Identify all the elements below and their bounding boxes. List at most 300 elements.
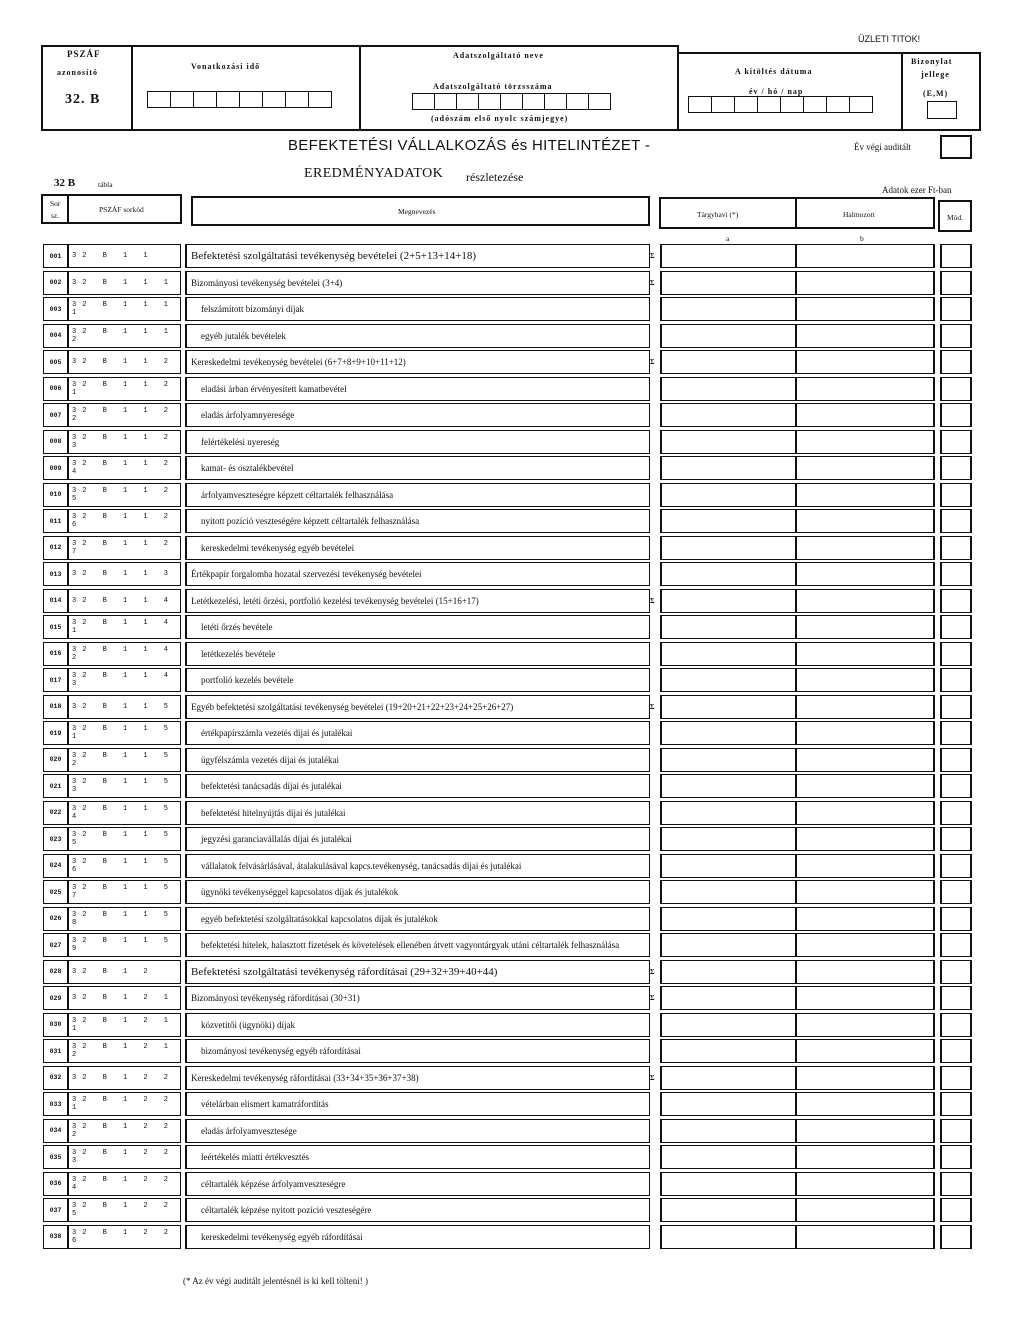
value-current-month-cell[interactable] <box>660 430 796 454</box>
row-number: 002 <box>43 271 67 295</box>
modification-cell[interactable] <box>940 271 972 295</box>
date-cell[interactable] <box>688 96 712 113</box>
table-row <box>0 907 1020 933</box>
value-cumulative-cell[interactable] <box>796 536 935 560</box>
table-row <box>0 615 1020 641</box>
sum-marker <box>650 297 660 321</box>
row-number: 012 <box>43 536 67 560</box>
value-cumulative-cell[interactable] <box>796 695 935 719</box>
value-cumulative-cell[interactable] <box>796 562 935 586</box>
row-name: egyéb befektetési szolgáltatásokkal kapcsolatos díjak és jutalékok <box>185 907 650 931</box>
sum-marker: Σ <box>650 1073 655 1082</box>
row-name: Kereskedelmi tevékenység bevételei (6+7+8+9+10+11+12) <box>185 350 650 374</box>
table-row <box>0 1198 1020 1224</box>
row-number: 033 <box>43 1092 67 1116</box>
row-code: 32 B 1 1 2 6 <box>67 509 181 533</box>
row-code: 32 B 1 1 3 <box>67 562 181 586</box>
pszaf-label: PSZÁF <box>67 49 101 59</box>
modification-cell[interactable] <box>940 377 972 401</box>
value-current-month-cell[interactable] <box>660 642 796 666</box>
value-current-month-cell[interactable] <box>660 377 796 401</box>
fill-date-label: A kitöltés dátuma <box>735 67 813 76</box>
row-number: 027 <box>43 933 67 957</box>
row-code: 32 B 1 2 <box>67 960 181 984</box>
row-number: 020 <box>43 748 67 772</box>
col-header-a <box>659 197 797 229</box>
table-row <box>0 403 1020 429</box>
modification-cell[interactable] <box>940 907 972 931</box>
row-code: 32 B 1 1 5 8 <box>67 907 181 931</box>
modification-cell[interactable] <box>940 1145 972 1169</box>
value-current-month-cell[interactable] <box>660 1172 796 1196</box>
sum-marker <box>650 430 660 454</box>
row-name: eladás árfolyamvesztesége <box>185 1119 650 1143</box>
sum-marker <box>650 880 660 904</box>
value-current-month-cell[interactable] <box>660 1198 796 1222</box>
row-number: 009 <box>43 456 67 480</box>
modification-cell[interactable] <box>940 695 972 719</box>
row-code: 32 B 1 1 5 3 <box>67 774 181 798</box>
sum-marker <box>650 1145 660 1169</box>
value-current-month-cell[interactable] <box>660 271 796 295</box>
table-row <box>0 695 1020 721</box>
table-row <box>0 933 1020 959</box>
value-current-month-cell[interactable] <box>660 536 796 560</box>
modification-cell[interactable] <box>940 721 972 745</box>
doc-type-label2: jellege <box>921 70 950 79</box>
table-row <box>0 324 1020 350</box>
modification-cell[interactable] <box>940 483 972 507</box>
subtitle-results: EREDMÉNYADATOK <box>304 166 444 181</box>
value-current-month-cell[interactable] <box>660 244 796 268</box>
row-code: 32 B 1 2 2 3 <box>67 1145 181 1169</box>
row-name: árfolyamveszteségre képzett céltartalék felhasználása <box>185 483 650 507</box>
sum-marker: Σ <box>650 702 655 711</box>
period-cell[interactable] <box>239 91 263 108</box>
doc-type-input[interactable] <box>927 101 957 119</box>
provider-reg-note: (adószám első nyolc számjegye) <box>431 114 569 123</box>
modification-cell[interactable] <box>940 350 972 374</box>
modification-cell[interactable] <box>940 986 972 1010</box>
sum-marker <box>650 721 660 745</box>
row-number: 029 <box>43 986 67 1010</box>
modification-cell[interactable] <box>940 1119 972 1143</box>
value-current-month-cell[interactable] <box>660 297 796 321</box>
modification-cell[interactable] <box>940 1092 972 1116</box>
row-number: 014 <box>43 589 67 613</box>
row-code: 32 B 1 1 2 7 <box>67 536 181 560</box>
value-current-month-cell[interactable] <box>660 1013 796 1037</box>
col-header-sor <box>41 194 69 224</box>
fill-date-format: év / hó / nap <box>749 87 804 96</box>
row-code: 32 B 1 2 2 4 <box>67 1172 181 1196</box>
value-current-month-cell[interactable] <box>660 350 796 374</box>
fill-date-cells[interactable] <box>688 96 872 113</box>
sum-marker <box>650 748 660 772</box>
table-row <box>0 642 1020 668</box>
row-number: 008 <box>43 430 67 454</box>
sum-marker <box>650 1013 660 1037</box>
modification-cell[interactable] <box>940 933 972 957</box>
row-number: 007 <box>43 403 67 427</box>
row-name: kereskedelmi tevékenység egyéb bevételei <box>185 536 650 560</box>
value-cumulative-cell[interactable] <box>796 721 935 745</box>
value-cumulative-cell[interactable] <box>796 1092 935 1116</box>
table-row <box>0 1119 1020 1145</box>
row-code: 32 B 1 1 5 1 <box>67 721 181 745</box>
col-a-label: Tárgyhavi (*) <box>697 210 739 219</box>
modification-cell[interactable] <box>940 589 972 613</box>
col-a-letter: a <box>726 234 730 243</box>
value-cumulative-cell[interactable] <box>796 642 935 666</box>
row-code: 32 B 1 1 2 4 <box>67 456 181 480</box>
value-cumulative-cell[interactable] <box>796 933 935 957</box>
value-current-month-cell[interactable] <box>660 827 796 851</box>
value-cumulative-cell[interactable] <box>796 1198 935 1222</box>
value-cumulative-cell[interactable] <box>796 1013 935 1037</box>
row-code: 32 B 1 1 4 2 <box>67 642 181 666</box>
modification-cell[interactable] <box>940 960 972 984</box>
row-number: 011 <box>43 509 67 533</box>
value-cumulative-cell[interactable] <box>796 615 935 639</box>
row-name: vállalatok felvásárlásával, átalakulásával kapcs.tevékenység, tanácsadás díjai és jutalékai <box>185 854 650 878</box>
modification-cell[interactable] <box>940 1039 972 1063</box>
pszaf-id-label: azonosító <box>57 68 98 77</box>
row-number: 018 <box>43 695 67 719</box>
sum-marker <box>650 509 660 533</box>
table-row <box>0 827 1020 853</box>
table-row <box>0 244 1020 270</box>
reference-period-cells[interactable] <box>147 91 331 108</box>
period-cell[interactable] <box>193 91 217 108</box>
row-name: befektetési hitelek, halasztott fizetések és követelések ellenében átvett vagyontárgyak utáni céltartalék felhasználása <box>185 933 650 957</box>
doc-type-box <box>901 52 981 131</box>
value-cumulative-cell[interactable] <box>796 907 935 931</box>
reg-cell[interactable] <box>566 93 589 110</box>
row-code: 32 B 1 1 1 <box>67 271 181 295</box>
row-code: 32 B 1 2 2 5 <box>67 1198 181 1222</box>
row-name: egyéb jutalék bevételek <box>185 324 650 348</box>
value-cumulative-cell[interactable] <box>796 324 935 348</box>
modification-cell[interactable] <box>940 536 972 560</box>
sum-marker: Σ <box>650 252 655 260</box>
value-cumulative-cell[interactable] <box>796 483 935 507</box>
row-code: 32 B 1 2 1 2 <box>67 1039 181 1063</box>
row-name: Befektetési szolgáltatási tevékenység bevételei (2+5+13+14+18) <box>185 244 650 268</box>
row-number: 001 <box>43 244 67 268</box>
row-code: 32 B 1 2 2 6 <box>67 1225 181 1249</box>
audit-checkbox[interactable] <box>940 135 972 159</box>
table-id: 32 B <box>54 177 76 189</box>
modification-cell[interactable] <box>940 1172 972 1196</box>
date-cell[interactable] <box>826 96 850 113</box>
modification-cell[interactable] <box>940 1066 972 1090</box>
value-cumulative-cell[interactable] <box>796 986 935 1010</box>
row-name: Egyéb befektetési szolgáltatási tevékenység bevételei (19+20+21+22+23+24+25+26+27) <box>185 695 650 719</box>
row-code: 32 B 1 1 5 7 <box>67 880 181 904</box>
modification-cell[interactable] <box>940 774 972 798</box>
reg-cell[interactable] <box>522 93 545 110</box>
row-number: 019 <box>43 721 67 745</box>
row-name: Bizományosi tevékenység ráfordításai (30+31) <box>185 986 650 1010</box>
sum-marker <box>650 1172 660 1196</box>
row-code: 32 B 1 1 2 3 <box>67 430 181 454</box>
value-current-month-cell[interactable] <box>660 403 796 427</box>
sum-marker <box>650 933 660 957</box>
reg-cell[interactable] <box>434 93 457 110</box>
row-number: 038 <box>43 1225 67 1249</box>
table-row <box>0 589 1020 615</box>
sum-marker <box>650 1039 660 1063</box>
row-number: 016 <box>43 642 67 666</box>
sum-marker: Σ <box>650 994 655 1002</box>
row-name: Értékpapír forgalomba hozatal szervezési tevékenység bevételei <box>185 562 650 586</box>
modification-cell[interactable] <box>940 1225 972 1249</box>
table-row <box>0 1225 1020 1251</box>
row-code: 32 B 1 1 5 2 <box>67 748 181 772</box>
value-cumulative-cell[interactable] <box>796 297 935 321</box>
col-name-label: Megnevezés <box>398 207 436 216</box>
reg-cell[interactable] <box>500 93 523 110</box>
value-current-month-cell[interactable] <box>660 324 796 348</box>
value-current-month-cell[interactable] <box>660 456 796 480</box>
modification-cell[interactable] <box>940 456 972 480</box>
modification-cell[interactable] <box>940 854 972 878</box>
row-name: eladás árfolyamnyeresége <box>185 403 650 427</box>
table-row <box>0 986 1020 1012</box>
row-name: befektetési hitelnyújtás díjai és jutalékai <box>185 801 650 825</box>
table-row <box>0 483 1020 509</box>
row-number: 006 <box>43 377 67 401</box>
sum-marker <box>650 854 660 878</box>
period-cell[interactable] <box>308 91 332 108</box>
value-current-month-cell[interactable] <box>660 880 796 904</box>
sum-marker <box>650 403 660 427</box>
row-name: jegyzési garanciavállalás díjai és jutalékai <box>185 827 650 851</box>
reference-period-label: Vonatkozási idő <box>191 62 261 71</box>
row-number: 022 <box>43 801 67 825</box>
date-cell[interactable] <box>711 96 735 113</box>
value-cumulative-cell[interactable] <box>796 589 935 613</box>
row-code: 32 B 1 2 2 <box>67 1066 181 1090</box>
modification-cell[interactable] <box>940 1013 972 1037</box>
value-current-month-cell[interactable] <box>660 907 796 931</box>
row-name: kereskedelmi tevékenység egyéb ráfordításai <box>185 1225 650 1249</box>
value-current-month-cell[interactable] <box>660 748 796 772</box>
row-number: 037 <box>43 1198 67 1222</box>
modification-cell[interactable] <box>940 324 972 348</box>
row-number: 024 <box>43 854 67 878</box>
value-cumulative-cell[interactable] <box>796 1145 935 1169</box>
row-number: 017 <box>43 668 67 692</box>
reg-cell[interactable] <box>456 93 479 110</box>
sum-marker <box>650 615 660 639</box>
value-current-month-cell[interactable] <box>660 1039 796 1063</box>
provider-reg-label: Adatszolgáltató törzsszáma <box>433 82 553 91</box>
row-code: 32 B 1 1 2 5 <box>67 483 181 507</box>
table-row <box>0 271 1020 297</box>
value-cumulative-cell[interactable] <box>796 801 935 825</box>
row-name: portfolió kezelés bevétele <box>185 668 650 692</box>
value-current-month-cell[interactable] <box>660 509 796 533</box>
row-number: 013 <box>43 562 67 586</box>
reg-cell[interactable] <box>544 93 567 110</box>
modification-cell[interactable] <box>940 403 972 427</box>
row-name: Letétkezelési, letéti őrzési, portfolió kezelési tevékenység bevételei (15+16+17) <box>185 589 650 613</box>
date-cell[interactable] <box>734 96 758 113</box>
value-current-month-cell[interactable] <box>660 801 796 825</box>
value-cumulative-cell[interactable] <box>796 1172 935 1196</box>
value-cumulative-cell[interactable] <box>796 244 935 268</box>
value-current-month-cell[interactable] <box>660 562 796 586</box>
value-cumulative-cell[interactable] <box>796 350 935 374</box>
modification-cell[interactable] <box>940 509 972 533</box>
value-cumulative-cell[interactable] <box>796 377 935 401</box>
row-number: 030 <box>43 1013 67 1037</box>
value-current-month-cell[interactable] <box>660 695 796 719</box>
table-word: tábla <box>98 180 113 189</box>
row-number: 031 <box>43 1039 67 1063</box>
modification-cell[interactable] <box>940 801 972 825</box>
row-number: 034 <box>43 1119 67 1143</box>
table-row <box>0 960 1020 986</box>
row-name: Bizományosi tevékenység bevételei (3+4) <box>185 271 650 295</box>
modification-cell[interactable] <box>940 1198 972 1222</box>
modification-cell[interactable] <box>940 297 972 321</box>
value-cumulative-cell[interactable] <box>796 854 935 878</box>
date-cell[interactable] <box>757 96 781 113</box>
value-current-month-cell[interactable] <box>660 1225 796 1249</box>
period-cell[interactable] <box>262 91 286 108</box>
sum-marker: Σ <box>650 358 655 366</box>
row-name: nyitott pozíció veszteségére képzett céltartalék felhasználása <box>185 509 650 533</box>
value-current-month-cell[interactable] <box>660 774 796 798</box>
modification-cell[interactable] <box>940 562 972 586</box>
value-current-month-cell[interactable] <box>660 960 796 984</box>
value-cumulative-cell[interactable] <box>796 774 935 798</box>
date-cell[interactable] <box>803 96 827 113</box>
row-code: 32 B 1 1 5 6 <box>67 854 181 878</box>
value-current-month-cell[interactable] <box>660 1119 796 1143</box>
modification-cell[interactable] <box>940 668 972 692</box>
period-cell[interactable] <box>216 91 240 108</box>
fill-date-box <box>677 52 903 131</box>
reg-cell[interactable] <box>478 93 501 110</box>
period-cell[interactable] <box>147 91 171 108</box>
modification-cell[interactable] <box>940 827 972 851</box>
value-cumulative-cell[interactable] <box>796 430 935 454</box>
col-header-mod <box>938 200 972 232</box>
value-cumulative-cell[interactable] <box>796 880 935 904</box>
row-code: 32 B 1 1 4 <box>67 589 181 613</box>
modification-cell[interactable] <box>940 748 972 772</box>
row-name: befektetési tanácsadás díjai és jutalékai <box>185 774 650 798</box>
value-cumulative-cell[interactable] <box>796 827 935 851</box>
reg-cell[interactable] <box>588 93 611 110</box>
col-code-label: PSZÁF sorkód <box>99 205 144 214</box>
row-number: 025 <box>43 880 67 904</box>
modification-cell[interactable] <box>940 642 972 666</box>
provider-box <box>359 45 679 131</box>
sum-marker <box>650 801 660 825</box>
row-code: 32 B 1 1 2 1 <box>67 377 181 401</box>
sum-marker <box>650 774 660 798</box>
value-cumulative-cell[interactable] <box>796 1119 935 1143</box>
value-cumulative-cell[interactable] <box>796 1225 935 1249</box>
row-name: felszámított bizományi díjak <box>185 297 650 321</box>
value-current-month-cell[interactable] <box>660 986 796 1010</box>
row-number: 028 <box>43 960 67 984</box>
row-name: céltartalék képzése árfolyamveszteségre <box>185 1172 650 1196</box>
col-mod-label: Mód. <box>947 213 964 222</box>
value-cumulative-cell[interactable] <box>796 456 935 480</box>
value-current-month-cell[interactable] <box>660 1145 796 1169</box>
row-number: 023 <box>43 827 67 851</box>
value-cumulative-cell[interactable] <box>796 271 935 295</box>
reference-period-box <box>131 45 361 131</box>
row-number: 004 <box>43 324 67 348</box>
modification-cell[interactable] <box>940 430 972 454</box>
value-cumulative-cell[interactable] <box>796 1066 935 1090</box>
modification-cell[interactable] <box>940 615 972 639</box>
value-current-month-cell[interactable] <box>660 668 796 692</box>
table-row <box>0 748 1020 774</box>
value-current-month-cell[interactable] <box>660 483 796 507</box>
modification-cell[interactable] <box>940 244 972 268</box>
provider-reg-cells[interactable] <box>412 93 610 110</box>
value-cumulative-cell[interactable] <box>796 1039 935 1063</box>
value-current-month-cell[interactable] <box>660 615 796 639</box>
row-code: 32 B 1 1 2 <box>67 350 181 374</box>
value-cumulative-cell[interactable] <box>796 748 935 772</box>
table-row <box>0 377 1020 403</box>
value-current-month-cell[interactable] <box>660 933 796 957</box>
audit-label: Év végi auditált <box>854 142 911 152</box>
row-name: ügynöki tevékenységgel kapcsolatos díjak és jutalékok <box>185 880 650 904</box>
reg-cell[interactable] <box>412 93 435 110</box>
period-cell[interactable] <box>170 91 194 108</box>
sum-marker: Σ <box>650 278 655 287</box>
row-name: céltartalék képzése nyitott pozíció veszteségére <box>185 1198 650 1222</box>
row-code: 32 B 1 2 2 1 <box>67 1092 181 1116</box>
value-current-month-cell[interactable] <box>660 1092 796 1116</box>
sum-marker: Σ <box>650 967 655 976</box>
date-cell[interactable] <box>849 96 873 113</box>
date-cell[interactable] <box>780 96 804 113</box>
row-code: 32 B 1 2 2 2 <box>67 1119 181 1143</box>
value-cumulative-cell[interactable] <box>796 509 935 533</box>
value-current-month-cell[interactable] <box>660 721 796 745</box>
modification-cell[interactable] <box>940 880 972 904</box>
value-cumulative-cell[interactable] <box>796 403 935 427</box>
period-cell[interactable] <box>285 91 309 108</box>
value-cumulative-cell[interactable] <box>796 960 935 984</box>
row-name: eladási árban érvényesített kamatbevétel <box>185 377 650 401</box>
value-current-month-cell[interactable] <box>660 1066 796 1090</box>
col-b-label: Halmozott <box>843 210 875 219</box>
sum-marker <box>650 907 660 931</box>
col-sz-label: sz. <box>51 211 60 220</box>
row-name: Kereskedelmi tevékenység ráfordításai (33+34+35+36+37+38) <box>185 1066 650 1090</box>
row-code: 32 B 1 1 4 1 <box>67 615 181 639</box>
table-row <box>0 430 1020 456</box>
value-current-month-cell[interactable] <box>660 854 796 878</box>
col-header-name <box>191 196 650 226</box>
value-cumulative-cell[interactable] <box>796 668 935 692</box>
value-current-month-cell[interactable] <box>660 589 796 613</box>
row-code: 32 B 1 1 5 4 <box>67 801 181 825</box>
row-number: 003 <box>43 297 67 321</box>
